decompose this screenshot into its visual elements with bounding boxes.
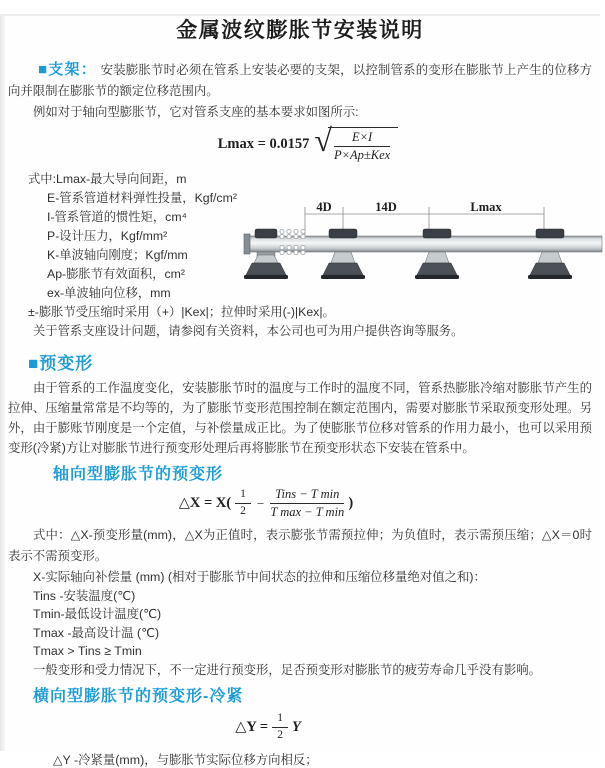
lateral-formula-rhs: Y (291, 718, 301, 735)
half-denominator: 2 (240, 505, 246, 517)
support-body-text: 安装膨胀节时必须在管系上安装必要的支架，以控制管系的变形在膨胀节上产生的位移方向并限制在膨胀节的额定位移范围内。 (8, 63, 593, 98)
support-paragraph (8, 59, 592, 102)
radical-expression (314, 122, 398, 163)
axial-formula-rhs: ) (348, 495, 354, 512)
document-page (0, 14, 600, 767)
axial-preform-heading: 轴向型膨胀节的预变形 (53, 466, 224, 483)
half-denominator: 2 (277, 728, 283, 741)
pipe-clamp (423, 229, 451, 238)
page-content (0, 14, 600, 768)
definition-line: P-设计压力，Kgf/mm² (47, 229, 168, 243)
definition-line: 式中:Lmax-最大导向间距，m (28, 172, 187, 186)
pipe-support (321, 252, 365, 279)
definition-line: I-管系管道的惯性矩，cm⁴ (47, 210, 187, 224)
temperature-fraction (270, 487, 344, 520)
support-example-line: 例如对于轴向型膨胀节，它对管系支座的基本要求如图所示: (33, 105, 359, 119)
definitions-section (8, 170, 592, 342)
pipe-end-collar (244, 234, 250, 254)
parameter-line: 一般变形和受力情况下，不一定进行预变形，足否预变形对膨胀节的疲劳寿命几乎没有影响。 (33, 662, 542, 677)
half-numerator: 1 (235, 488, 251, 504)
half-numerator: 1 (272, 712, 288, 728)
lateral-preform-heading: 横向型膨胀节的预变形-冷紧 (33, 688, 244, 705)
support-design-note: 关于管系支座设计问题，请参阅有关资料，本公司也可为用户提供咨询等服务。 (33, 324, 464, 338)
axial-formula-explanation: 式中：△X-预变形量(mm)，△X为正值时，表示膨张节需预拉伸；为负值时，表示需预压缩；△X＝0时表示不需预变形。 (8, 528, 592, 563)
parameter-line: Tmin-最低设计温度(℃) (33, 607, 162, 621)
lmax-fraction-denominator: P×Ap±Kex (333, 148, 391, 162)
pipe-support (528, 252, 572, 279)
definition-line: K-单波轴向刚度；Kgf/mm (47, 248, 188, 262)
definition-line: E-管系管道材料弹性投量，Kgf/cm² (47, 191, 237, 205)
parameter-line: Tmax > Tins ≥ Tmin (33, 644, 142, 658)
pipe-clamp (255, 229, 277, 238)
lateral-formula-lhs: △Y = (235, 718, 269, 735)
temperature-denominator: T max − T min (270, 505, 345, 519)
one-half-fraction (235, 488, 251, 519)
preform-body-paragraph: 由于管系的工作温度变化，安装膨胀节时的温度与工作时的温度不同，管系热膨胀冷缩对膨胀节产生的拉伸、压缩量常常是不均等的，为了膨胀节变形范围控制在额定范围内，需要对膨胀节采取预变形处理。另外，由于膨账节刚度是一个定值，与补偿量成正比。为了使膨胀节位移对管系的作用力最小，也可以采用预变形(冷紧)方让对膨胀节进行预变形处理后再将膨胀节在预变形状态下安装在管系中。 (8, 381, 592, 455)
support-heading: ■支架： (38, 61, 97, 78)
temperature-numerator: Tins − T min (270, 487, 344, 504)
cold-tightening-note: △Y -冷紧量(mm)，与膨胀节实际位移方向相反； (53, 753, 318, 767)
lmax-fraction (334, 130, 390, 163)
definition-line: ±-膨胀节受压缩时采用（+）|Kex|；拉伸时采用(-)|Kex|。 (28, 305, 335, 319)
pipe (246, 236, 602, 252)
radical-sign-icon: √ (314, 122, 332, 158)
page-title: 金属波纹膨胀节安装说明 (176, 19, 424, 42)
pipe-support (415, 252, 459, 279)
dim-label-lmax: Lmax (470, 200, 502, 214)
definition-line: Ap-膨胀节有效面积，cm² (47, 267, 185, 281)
axial-preform-formula (0, 487, 558, 521)
axial-formula-lhs: △X = X( (178, 495, 232, 512)
pipe-clamp (329, 229, 357, 238)
lmax-formula-lhs: Lmax = 0.0157 (217, 136, 310, 153)
dim-label-14d: 14D (375, 200, 397, 214)
parameter-line: Tmax -最高设计温 (℃) (33, 625, 160, 640)
pipe-clamp (536, 229, 564, 238)
definition-line: ex-单波轴向位移，mm (47, 286, 171, 300)
preform-section-heading: ■预变形 (28, 354, 94, 373)
parameter-line: Tins -安装温度(℃) (33, 588, 136, 603)
axial-parameter-list (8, 568, 592, 679)
radical-overline (328, 127, 398, 163)
lateral-preform-formula (0, 712, 560, 740)
pipe-support-diagram (240, 200, 605, 292)
dim-label-4d: 4D (316, 200, 332, 214)
lmax-fraction-numerator: E×I (334, 130, 390, 147)
parameter-line: X-实际轴向补偿量 (mm) (相对于膨胀节中间状态的拉伸和压缩位移量绝对值之和)： (33, 570, 486, 584)
lmax-formula (16, 122, 600, 166)
minus-operator: − (256, 495, 265, 511)
pipe-support (244, 252, 288, 279)
one-half-fraction (272, 712, 288, 743)
